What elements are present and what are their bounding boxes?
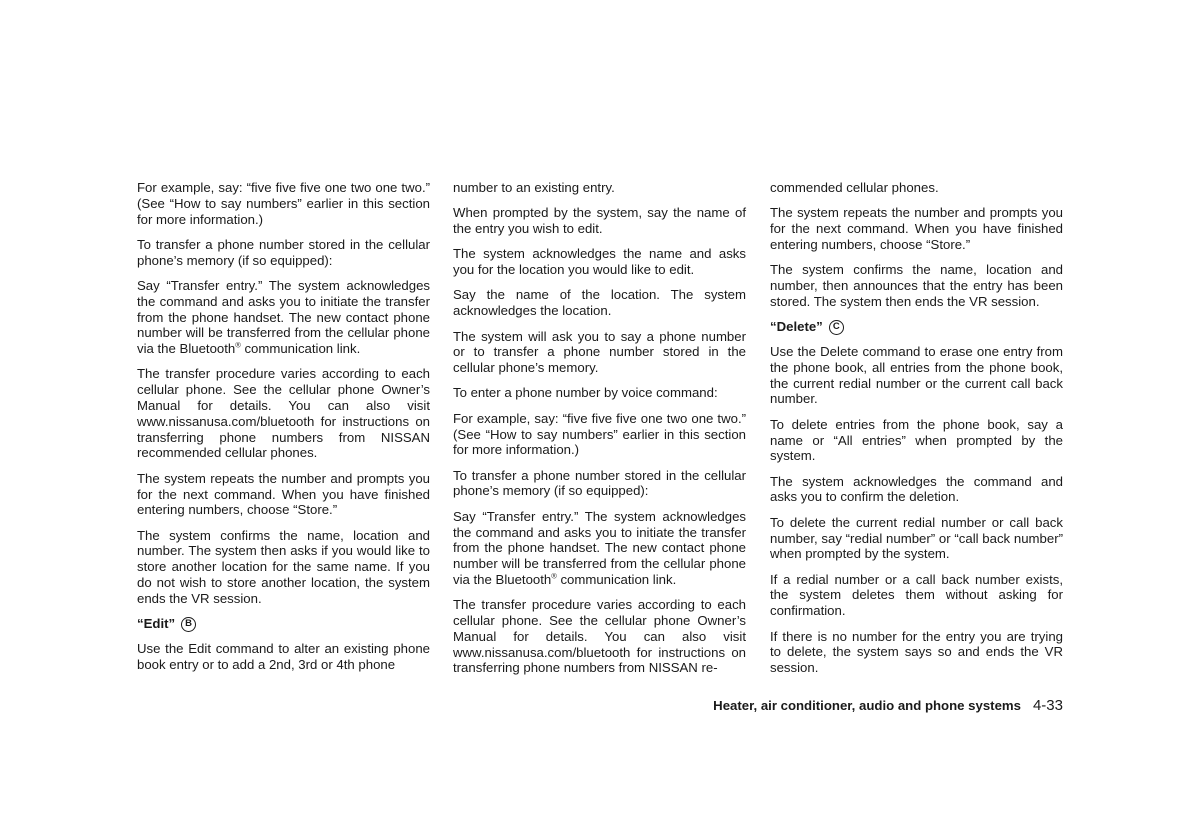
- page-number: 4-33: [1032, 697, 1063, 714]
- paragraph: To transfer a phone number stored in the cellular phone’s memory (if so equipped):: [137, 236, 430, 268]
- paragraph: The system confirms the name, location and number. The system then asks if you would like to store another location for the same name. If you do not wish to store another location, the system ends the VR session.: [137, 527, 430, 606]
- paragraph-text: Say “Transfer entry.” The system acknowledges the command and asks you to initiate the transfer from the phone handset. The new contact phone number will be transferred from the cellular phone via the Bluetooth: [453, 508, 746, 587]
- paragraph: Use the Delete command to erase one entry from the phone book, all entries from the phone book, the current redial number or the current call back number.: [770, 344, 1063, 407]
- paragraph: The system repeats the number and prompts you for the next command. When you have finished entering numbers, choose “Store.”: [137, 470, 430, 518]
- paragraph: Use the Edit command to alter an existing phone book entry or to add a 2nd, 3rd or 4th phone: [137, 641, 430, 672]
- callout-c-icon: C: [829, 320, 844, 335]
- paragraph: To delete entries from the phone book, say a name or “All entries” when prompted by the system.: [770, 416, 1063, 464]
- paragraph: Say the name of the location. The system acknowledges the location.: [453, 287, 746, 319]
- paragraph: commended cellular phones.: [770, 180, 939, 195]
- column-1: [137, 180, 430, 682]
- paragraph: For example, say: “five five five one two one two.” (See “How to say numbers” earlier in this section for more information.): [137, 180, 430, 227]
- heading-text: “Delete”: [770, 319, 823, 335]
- paragraph: The transfer procedure varies according to each cellular phone. See the cellular phone Owner’s Manual for details. You can also visit www.nissanusa.com/bluetooth for instructions on transferring phone numbers from NISSAN re-: [453, 597, 746, 676]
- column-2: [453, 180, 746, 686]
- paragraph: The system confirms the name, location and number, then announces that the entry has been stored. The system then ends the VR session.: [770, 262, 1063, 309]
- column-3: [770, 180, 1063, 685]
- paragraph: If a redial number or a call back number exists, the system deletes them without asking for confirmation.: [770, 571, 1063, 619]
- paragraph: [453, 509, 746, 588]
- registered-mark: ®: [235, 340, 241, 350]
- paragraph: To transfer a phone number stored in the cellular phone’s memory (if so equipped):: [453, 467, 746, 499]
- section-title: Heater, air conditioner, audio and phone systems: [713, 698, 1021, 713]
- paragraph: The transfer procedure varies according to each cellular phone. See the cellular phone Owner’s Manual for details. You can also visit www.nissanusa.com/bluetooth for instructions on transferring phone numbers from NISSAN recommended cellular phones.: [137, 366, 430, 461]
- paragraph-text: Say “Transfer entry.” The system acknowledges the command and asks you to initiate the transfer from the phone handset. The new contact phone number will be transferred from the cellular phone via the Bluetooth: [137, 277, 430, 357]
- paragraph: To enter a phone number by voice command:: [453, 385, 718, 401]
- paragraph: When prompted by the system, say the name of the entry you wish to edit.: [453, 205, 746, 237]
- edit-heading: [137, 616, 430, 632]
- callout-b-icon: B: [181, 617, 196, 632]
- paragraph-text: communication link.: [556, 571, 677, 587]
- paragraph-text: communication link.: [240, 341, 361, 357]
- paragraph: The system repeats the number and prompts you for the next command. When you have finished entering numbers, choose “Store.”: [770, 205, 1063, 252]
- paragraph: For example, say: “five five five one two one two.” (See “How to say numbers” earlier in this section for more information.): [453, 410, 746, 458]
- delete-heading: [770, 319, 1063, 335]
- registered-mark: ®: [551, 571, 557, 581]
- paragraph: number to an existing entry.: [453, 180, 615, 195]
- paragraph: The system acknowledges the name and asks you for the location you would like to edit.: [453, 246, 746, 278]
- paragraph: To delete the current redial number or call back number, say “redial number” or “call back number” when prompted by the system.: [770, 514, 1063, 562]
- page-footer: [0, 697, 1063, 715]
- paragraph: The system acknowledges the command and asks you to confirm the deletion.: [770, 473, 1063, 505]
- paragraph: If there is no number for the entry you are trying to delete, the system says so and ends the VR session.: [770, 628, 1063, 676]
- paragraph: [137, 278, 430, 357]
- heading-text: “Edit”: [137, 616, 176, 632]
- paragraph: The system will ask you to say a phone number or to transfer a phone number stored in the cellular phone’s memory.: [453, 328, 746, 376]
